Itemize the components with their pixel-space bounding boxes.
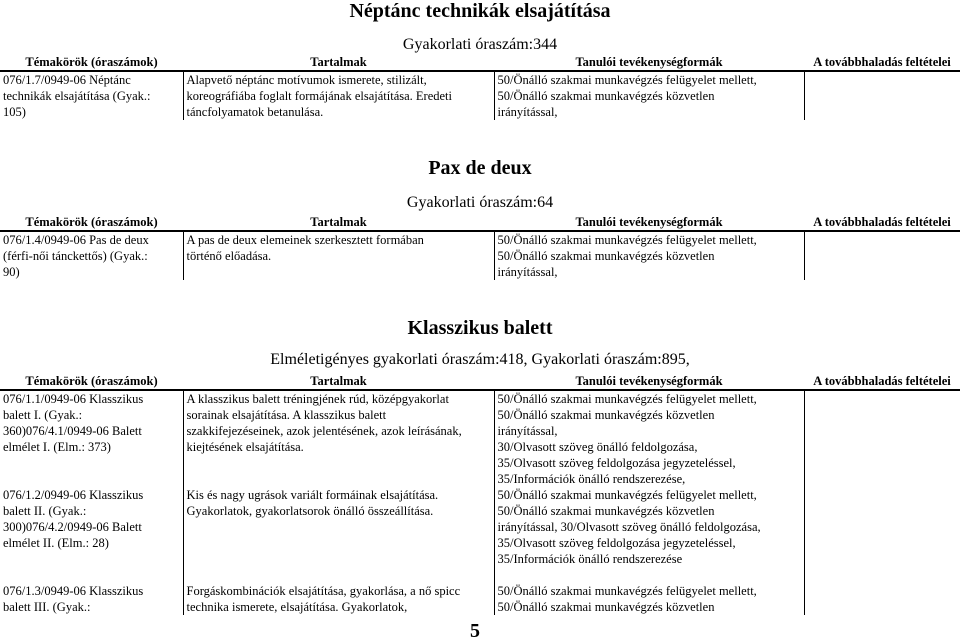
activity-cell: 50/Önálló szakmai munkavégzés felügyelet mellett, 50/Önálló szakmai munkavégzés közvetlen irányítással, 30/Olvasott szöveg önálló feldolgozása, 35/Olvasott szöveg feldolgozása jegyzeteléssel, 35/Információk önálló rendszerezése, (494, 390, 804, 487)
condition-cell (804, 71, 960, 120)
header-activities: Tanulói tevékenységformák (494, 55, 804, 71)
activity-cell: 50/Önálló szakmai munkavégzés felügyelet mellett, 50/Önálló szakmai munkavégzés közvetlen irányítással, (494, 231, 804, 280)
header-conditions: A továbbhaladás feltételei (804, 55, 960, 71)
activity-cell: 50/Önálló szakmai munkavégzés felügyelet mellett, 50/Önálló szakmai munkavégzés közvetlen irányítással, (494, 71, 804, 120)
header-activities: Tanulói tevékenységformák (494, 215, 804, 231)
header-contents: Tartalmak (183, 215, 494, 231)
section-hours-pas-de-deux: Gyakorlati óraszám:64 (406, 194, 554, 211)
content-cell: A klasszikus balett tréningjének rúd, középgyakorlat sorainak elsajátítása. A klasszikus balett szakkifejezéseinek, azok jelentésének, azok leírásának, kiejtésének elsajátítása. (183, 390, 494, 487)
content-cell: Kis és nagy ugrások variált formáinak elsajátítása. Gyakorlatok, gyakorlatsorok önálló összeállítása. (183, 487, 494, 583)
header-topics: Témakörök (óraszámok) (0, 215, 183, 231)
condition-cell (804, 231, 960, 280)
table-row (0, 390, 960, 487)
section-hours-neptanc: Gyakorlati óraszám:344 (402, 36, 558, 53)
syllabus-table-neptanc (0, 55, 960, 120)
header-conditions: A továbbhaladás feltételei (804, 374, 960, 390)
header-topics: Témakörök (óraszámok) (0, 55, 183, 71)
content-cell: Forgáskombinációk elsajátítása, gyakorlása, a nő spicc technika ismerete, elsajátítása. Gyakorlatok, (183, 583, 494, 615)
header-topics: Témakörök (óraszámok) (0, 374, 183, 390)
topic-cell: 076/1.4/0949-06 Pas de deux (férfi-női tánckettős) (Gyak.: 90) (0, 231, 183, 280)
section-title-klasszikus-balett: Klasszikus balett (407, 317, 553, 339)
content-cell: A pas de deux elemeinek szerkesztett formában történő előadása. (183, 231, 494, 280)
table-header-row (0, 55, 960, 71)
section-hours-klasszikus-balett: Elméletigényes gyakorlati óraszám:418, Gyakorlati óraszám:895, (270, 351, 690, 368)
header-contents: Tartalmak (183, 374, 494, 390)
header-activities: Tanulói tevékenységformák (494, 374, 804, 390)
header-contents: Tartalmak (183, 55, 494, 71)
page-number: 5 (470, 620, 480, 642)
activity-cell: 50/Önálló szakmai munkavégzés felügyelet mellett, 50/Önálló szakmai munkavégzés közvetlen (494, 583, 804, 615)
condition-cell (804, 487, 960, 583)
section-title-neptanc: Néptánc technikák elsajátítása (349, 0, 611, 22)
topic-cell: 076/1.3/0949-06 Klasszikus balett III. (Gyak.: (0, 583, 183, 615)
table-row (0, 583, 960, 615)
table-header-row (0, 374, 960, 390)
content-cell: Alapvető néptánc motívumok ismerete, stilizált, koreográfiába foglalt formájának elsajátítása. Eredeti táncfolyamatok betanulása. (183, 71, 494, 120)
topic-cell: 076/1.2/0949-06 Klasszikus balett II. (Gyak.: 300)076/4.2/0949-06 Balett elmélet II. (Elm.: 28) (0, 487, 183, 583)
table-row (0, 71, 960, 120)
table-header-row (0, 215, 960, 231)
syllabus-table-klasszikus-balett (0, 374, 960, 615)
table-row (0, 231, 960, 280)
section-title-pas-de-deux: Pax de deux (428, 157, 532, 179)
header-conditions: A továbbhaladás feltételei (804, 215, 960, 231)
syllabus-table-pas-de-deux (0, 215, 960, 280)
condition-cell (804, 390, 960, 487)
activity-cell: 50/Önálló szakmai munkavégzés felügyelet mellett, 50/Önálló szakmai munkavégzés közvetlen irányítással, 30/Olvasott szöveg önálló feldolgozása, 35/Olvasott szöveg feldolgozása jegyzeteléssel, 35/Információk önálló rendszerezése (494, 487, 804, 583)
topic-cell: 076/1.1/0949-06 Klasszikus balett I. (Gyak.: 360)076/4.1/0949-06 Balett elmélet I. (Elm.: 373) (0, 390, 183, 487)
table-row (0, 487, 960, 583)
condition-cell (804, 583, 960, 615)
topic-cell: 076/1.7/0949-06 Néptánc technikák elsajátítása (Gyak.: 105) (0, 71, 183, 120)
